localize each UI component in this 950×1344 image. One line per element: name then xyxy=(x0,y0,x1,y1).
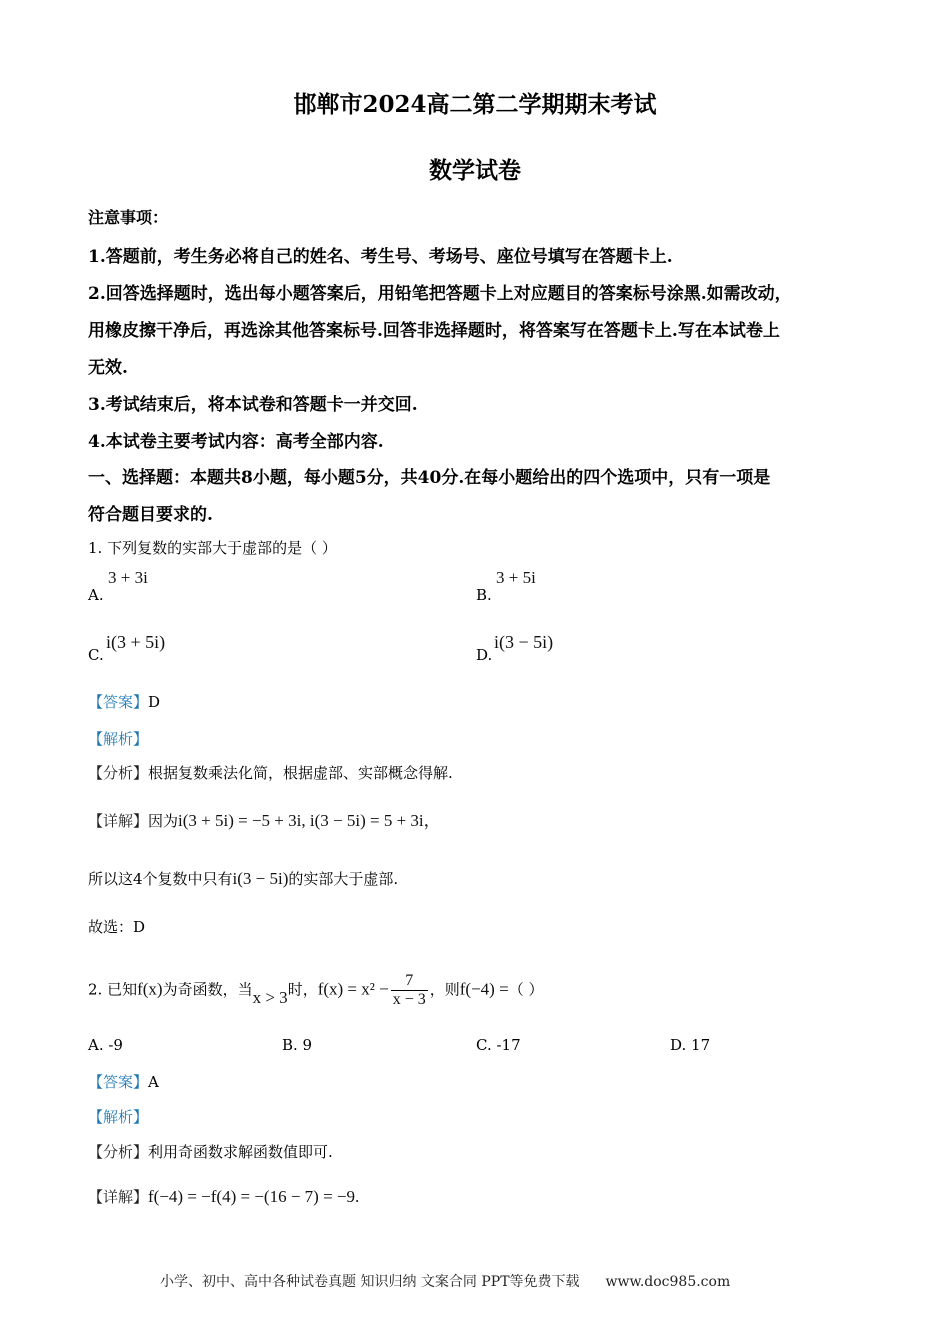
q1-option-b-value: 3 + 5i xyxy=(496,568,536,587)
q2-answer xyxy=(88,1071,159,1092)
question-2-stem xyxy=(88,972,543,1009)
notice-item-2-line-2: 用橡皮擦干净后，再选涂其他答案标号.回答非选择题时，将答案写在答题卡上.写在本试卷上 xyxy=(88,321,780,341)
analysis-tag: 【解析】 xyxy=(88,730,149,748)
section-1-intro-line-1: 一、选择题：本题共8小题，每小题5分，共40分.在每小题给出的四个选项中，只有一项是 xyxy=(88,468,771,488)
q2-stem-part-3: 时， xyxy=(287,980,318,999)
q1-answer-value: D xyxy=(148,693,161,711)
q2-analysis-heading xyxy=(88,1106,148,1127)
answer-tag: 【答案】 xyxy=(88,1073,149,1091)
q1-option-c-label: C. xyxy=(88,646,104,664)
notice-item-1: 1.答题前，考生务必将自己的姓名、考生号、考场号、座位号填写在答题卡上. xyxy=(88,247,673,267)
q1-choice: 故选：D xyxy=(88,918,146,936)
q1-fenxi-text: 根据复数乘法化简，根据虚部、实部概念得解. xyxy=(148,764,453,782)
q1-answer xyxy=(88,691,160,712)
q2-stem-part-1: 2. 已知 xyxy=(88,980,138,999)
detail-tag: 【详解】 xyxy=(88,1188,149,1206)
q1-summary xyxy=(88,868,398,889)
q1-option-c-value: i(3 + 5i) xyxy=(106,632,166,652)
q2-fx: f(x) xyxy=(137,979,163,999)
q2-detail xyxy=(88,1186,359,1207)
q1-detail-prefix: 因为 xyxy=(148,812,179,830)
q2-fraction-denominator: x − 3 xyxy=(392,991,426,1008)
notice-heading: 注意事项： xyxy=(88,208,169,227)
q2-target: f(−4) = xyxy=(459,979,509,999)
detail-tag: 【详解】 xyxy=(88,812,149,830)
exam-title: 邯郸市2024高二第二学期期末考试 xyxy=(293,91,657,118)
footer-url[interactable]: www.doc985.com xyxy=(605,1274,731,1290)
notice-item-2-line-1: 2.回答选择题时，选出每小题答案后，用铅笔把答题卡上对应题目的答案标号涂黑.如需改动， xyxy=(88,284,792,304)
fenxi-tag: 【分析】 xyxy=(88,764,149,782)
q1-summary-prefix: 所以这4个复数中只有 xyxy=(88,870,233,888)
q2-fraction xyxy=(391,972,428,1009)
answer-tag: 【答案】 xyxy=(88,693,149,711)
footer-text: 小学、初中、高中各种试卷真题 知识归纳 文案合同 PPT等免费下载 xyxy=(160,1274,580,1290)
q2-fraction-numerator: 7 xyxy=(405,972,414,989)
q1-summary-math: i(3 − 5i) xyxy=(232,869,289,888)
q2-formula-left: f(x) = x² − xyxy=(317,979,389,999)
q2-option-c: C. -17 xyxy=(476,1036,521,1054)
q2-fenxi xyxy=(88,1141,333,1162)
section-1-intro-line-2: 符合题目要求的. xyxy=(88,505,213,525)
q2-detail-math: f(−4) = −f(4) = −(16 − 7) = −9. xyxy=(148,1187,360,1206)
q2-stem-part-5: （ ） xyxy=(508,980,544,999)
q2-condition: x > 3 xyxy=(252,987,288,1007)
notice-item-3: 3.考试结束后，将本试卷和答题卡一并交回. xyxy=(88,395,418,415)
q2-fenxi-text: 利用奇函数求解函数值即可. xyxy=(148,1143,333,1161)
q1-option-a-label: A. xyxy=(88,586,104,604)
q2-stem-part-2: 为奇函数，当 xyxy=(162,980,253,999)
q1-analysis-heading xyxy=(88,728,148,749)
question-1-stem: 1. 下列复数的实部大于虚部的是（ ） xyxy=(88,539,337,557)
analysis-tag: 【解析】 xyxy=(88,1108,149,1126)
fenxi-tag: 【分析】 xyxy=(88,1143,149,1161)
q1-option-d-label: D. xyxy=(476,646,493,664)
notice-item-2-line-3: 无效. xyxy=(88,358,128,378)
q1-option-b-label: B. xyxy=(476,586,492,604)
exam-subtitle: 数学试卷 xyxy=(429,157,521,184)
q2-stem-part-4: ，则 xyxy=(429,980,460,999)
q1-option-d-value: i(3 − 5i) xyxy=(494,632,554,652)
q2-option-b: B. 9 xyxy=(282,1036,313,1054)
q1-detail-math: i(3 + 5i) = −5 + 3i, i(3 − 5i) = 5 + 3i， xyxy=(178,811,441,830)
q2-option-a: A. -9 xyxy=(88,1036,123,1054)
q1-option-a-value: 3 + 3i xyxy=(108,568,148,587)
page-footer xyxy=(160,1271,730,1291)
q1-detail xyxy=(88,806,441,831)
q2-answer-value: A xyxy=(148,1073,159,1091)
notice-item-4: 4.本试卷主要考试内容：高考全部内容. xyxy=(88,432,384,452)
q1-summary-suffix: 的实部大于虚部. xyxy=(288,870,399,888)
q2-option-d: D. 17 xyxy=(670,1036,711,1054)
q1-fenxi xyxy=(88,762,453,783)
